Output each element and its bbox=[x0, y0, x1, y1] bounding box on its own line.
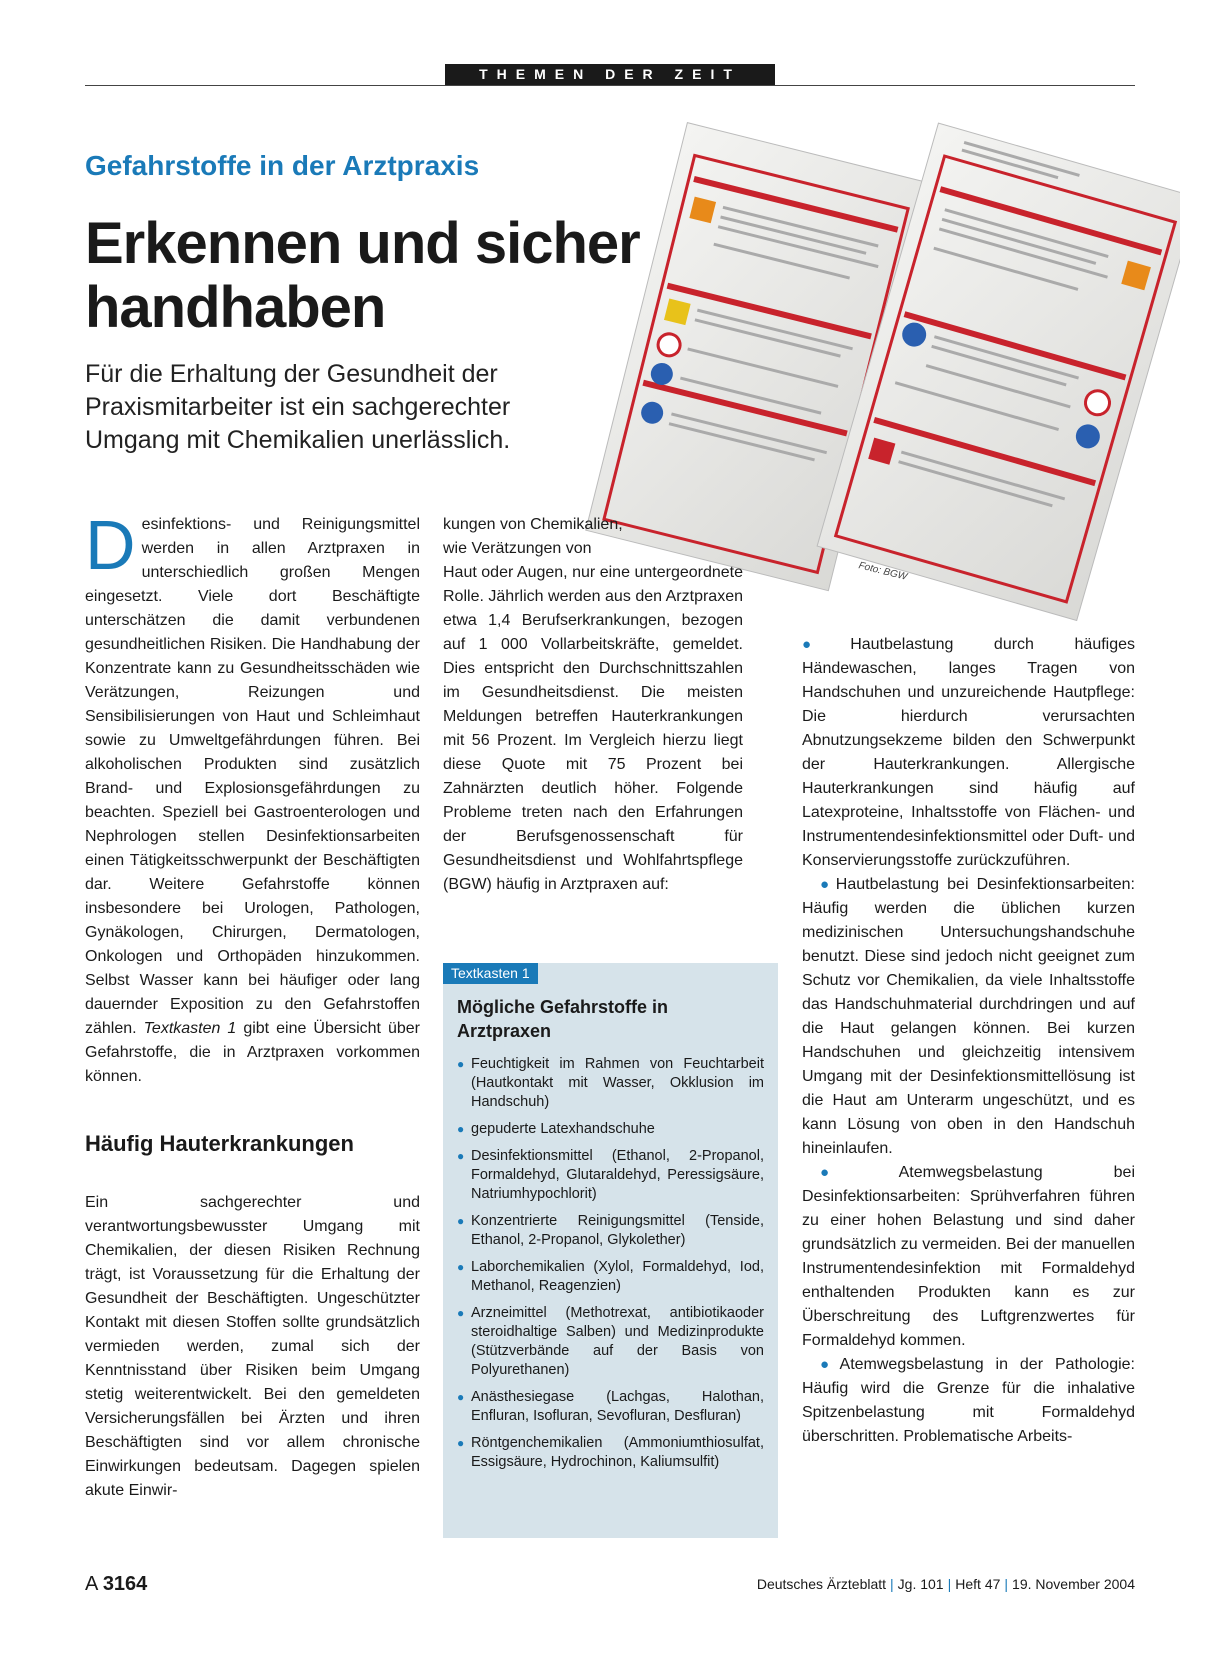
problem-item: ● Atemwegsbelastung in der Pathologie: Häufig wird die Grenze für die inhalative Spitzenbelastung mit Formaldehyd überschritten. Problematische Arbeits- bbox=[802, 1356, 1135, 1445]
textbox-tag: Textkasten 1 bbox=[443, 963, 538, 984]
list-item: ● Röntgenchemikalien (Ammoniumthiosulfat, Essigsäure, Hydrochinon, Kaliumsulfit) bbox=[457, 1434, 764, 1472]
dropcap: D bbox=[85, 506, 136, 584]
body-paragraph-3: Haut oder Augen, nur eine untergeordnete Rolle. Jährlich werden aus den Arztpraxen etwa 1,4 Berufserkrankungen, bezogen auf 1 000 Vollarbeitskräfte, gemeldet. Dies entspricht den Durchschnittszahlen im Gesundheitsdienst. Die meisten Meldungen betreffen Hauterkrankungen mit 56 Prozent. Im Vergleich hierzu liegt diese Quote mit 75 Prozent bei Zahnärzten deutlich höher. Folgende Probleme treten nach den Erfahrungen der Berufsgenossenschaft für Gesundheitsdienst und Wohlfahrtspflege (BGW) häufig in Arztpraxen auf: bbox=[443, 564, 743, 893]
column-2 bbox=[443, 513, 778, 897]
journal-date: 19. November 2004 bbox=[1012, 1576, 1135, 1592]
column-2-start: kungen von Chemikalien, wie Verätzungen von bbox=[443, 516, 623, 557]
section-label: THEMEN DER ZEIT bbox=[445, 64, 775, 85]
list-item: ● Desinfektionsmittel (Ethanol, 2-Propanol, Formaldehyd, Glutaraldehyd, Peressigsäure, Natriumhypochlorit) bbox=[457, 1147, 764, 1204]
bullet-icon: ● bbox=[820, 1164, 896, 1181]
column-1 bbox=[85, 506, 420, 1503]
list-item: ● Anästhesiegase (Lachgas, Halothan, Enfluran, Isofluran, Sevofluran, Desfluran) bbox=[457, 1388, 764, 1426]
journal-volume: Jg. 101 bbox=[897, 1576, 944, 1592]
list-item: ● Konzentrierte Reinigungsmittel (Tenside, Ethanol, 2-Propanol, Glykolether) bbox=[457, 1212, 764, 1250]
article-headline: Erkennen und sicher handhaben bbox=[85, 211, 640, 340]
list-item: ● Laborchemikalien (Xylol, Formaldehyd, Iod, Methanol, Reagenzien) bbox=[457, 1258, 764, 1296]
list-item: ● Feuchtigkeit im Rahmen von Feuchtarbeit (Hautkontakt mit Wasser, Okklusion im Handschuh) bbox=[457, 1055, 764, 1112]
intro-paragraph: Desinfektions- und Reinigungsmittel werden in allen Arztpraxen in unterschiedlich großen Mengen eingesetzt. Viele dort Beschäftigte unterschätzen die damit verbundenen gesundheitlichen Risiken. Die Handhabung der Konzentrate kann zu Gesundheitsschäden wie Verätzungen, Reizungen und Sensibilisierungen von Haut und Schleimhaut sowie zu Umweltgefährdungen führen. Bei alkoholischen Produkten sind zusätzlich Brand- und Explosionsgefährdungen zu beachten. Speziell bei Gastroenterologen und Nephrologen stellen Desinfektionsarbeiten einen Tätigkeitsschwerpunkt der Beschäftigten dar. Weitere Gefahrstoffe können insbesondere bei Urologen, Pathologen, Gynäkologen, Chirurgen, Dermatologen, Onkologen und Orthopäden hinzukommen. Selbst Wasser kann bei häufiger oder lang dauernder Exposition zu den Gefahrstoffen zählen. Textkasten 1 gibt eine Übersicht über Gefahrstoffe, die in Arztpraxen vorkommen können. bbox=[85, 506, 420, 1085]
bullet-icon: ● bbox=[820, 1356, 837, 1373]
journal-name: Deutsches Ärzteblatt bbox=[756, 1576, 887, 1592]
problem-item: ● Atemwegsbelastung bei Desinfektionsarbeiten: Sprühverfahren führen zu einer hohen Belastung und sind daher grundsätzlich zu vermeiden. Bei der manuellen Instrumentendesinfektion mit Formaldehyd enthaltenden Produkten kann es zur Überschreitung des Luftgrenzwertes für Formaldehyd kommen. bbox=[802, 1164, 1135, 1349]
problem-item: ● Hautbelastung durch häufiges Händewaschen, langes Tragen von Handschuhen und unzureichende Hautpflege: Die hierdurch verursachten Abnutzungsekzeme bilden den Schwerpunkt der Hauterkrankungen. Allergische Hauterkrankungen sind häufig auf Latexproteine, Inhaltsstoffe von Flächen- und Instrumentendesinfektionsmittel oder Duft- und Konservierungsstoffe zurückzuführen. bbox=[802, 636, 1136, 869]
article-lead: Für die Erhaltung der Gesundheit der Praxismitarbeiter ist ein sachgerechter Umgang mit Chemikalien unerlässlich. bbox=[85, 360, 511, 454]
header-rule bbox=[85, 85, 1135, 86]
textbox-title: Mögliche Gefahrstoffe in Arztpraxen bbox=[457, 997, 669, 1041]
list-item: ● Arzneimittel (Methotrexat, antibiotikaoder steroidhaltige Salben) und Medizinprodukte (Stützverbände auf der Basis von Polyurethanen) bbox=[457, 1304, 764, 1380]
textbox-hazards bbox=[443, 963, 778, 1538]
photo-credit: Foto: BGW bbox=[857, 560, 909, 583]
page-number: A 3164 bbox=[85, 1573, 148, 1595]
bullet-icon: ● bbox=[820, 876, 833, 893]
subheading: Häufig Hauterkrankungen bbox=[85, 1131, 354, 1156]
problem-item: ● Hautbelastung bei Desinfektionsarbeiten: Häufig werden die üblichen kurzen medizinischen Untersuchungshandschuhe benutzt. Diese sind jedoch nicht geeignet zum Schutz vor Chemikalien, da viele Inhaltsstoffe das Handschuhmaterial durchdringen und auf die Haut gelangen können. Bei kurzen Handschuhen und gleichzeitig intensivem Umgang mit der Desinfektionsmittellösung ist die Haut am Unterarm ungeschützt, und es kann Lösung von oben in den Handschuh hineinlaufen. bbox=[802, 876, 1135, 1157]
column-3 bbox=[802, 633, 1135, 1449]
list-item: ● gepuderte Latexhandschuhe bbox=[457, 1120, 764, 1139]
textbox-reference: Textkasten 1 bbox=[143, 1020, 237, 1037]
body-paragraph-2: Ein sachgerechter und verantwortungsbewusster Umgang mit Chemikalien, der diesen Risiken Rechnung trägt, ist Voraussetzung für die Erhaltung der Gesundheit der Beschäftigten. Ungeschützter Kontakt mit diesen Stoffen sollte grundsätzlich vermieden werden, zumal sich der Kenntnisstand über Risiken beim Umgang stetig weiterentwickelt. Bei den gemeldeten Versicherungsfällen bei Ärzten und ihren Beschäftigten sind vor allem chronische Einwirkungen bedeutsam. Dagegen spielen akute Einwir- bbox=[85, 1194, 420, 1499]
bullet-icon: ● bbox=[802, 636, 848, 653]
journal-info: Deutsches Ärzteblatt | Jg. 101 | Heft 47 | 19. November 2004 bbox=[756, 1576, 1135, 1592]
article-kicker: Gefahrstoffe in der Arztpraxis bbox=[85, 150, 480, 181]
journal-issue: Heft 47 bbox=[955, 1576, 1001, 1592]
hazard-list bbox=[457, 1055, 764, 1472]
